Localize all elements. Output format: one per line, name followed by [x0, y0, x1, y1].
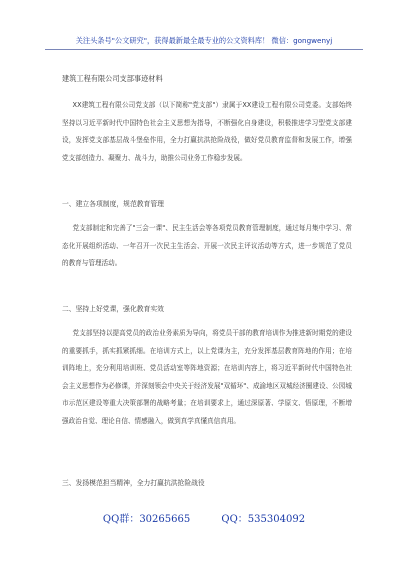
intro-paragraph: XX建筑工程有限公司党支部（以下简称"党支部"）隶属于XX建设工程有限公司党委。支部始终坚持以习近平新时代中国特色社会主义思想为指导，不断强化自身建设，积极推进学习型党支部建设，发挥党支部基层战斗堡垒作用，全力打赢抗洪抢险战役，做好党员教育监督和发展工作，增强党支部创造力、凝聚力、战斗力，助推公司业务工作稳步发展。 — [62, 101, 352, 162]
section-heading-3: 三、发扬模范担当精神，全力打赢抗洪抢险战役 — [62, 479, 205, 487]
section-heading-2: 二、坚持上好党课，强化教育实效 — [62, 305, 164, 313]
section-2-paragraph: 党支部坚持以提高党员的政治业务素质为导向，将党员干部的教育培训作为推进新时期党的建设的重要抓手，抓实抓紧抓细。在培训方式上，以上党课为主，充分发挥基层教育阵地的作用；在培训阵地上，充分利用培训班、党员活动室等阵地资源；在培训内容上，将习近平新时代中国特色社会主义思想作为必修课，并深刻领会中央关于经济发展"双循环"、成渝地区双城经济圈建设、公园城市示范区建设等重大决策部署的战略考量；在培训要求上，通过深原著、学原文、悟原理，不断增强政治自觉、理论自信、情感融入，做到真学真懂真信真用。 — [62, 329, 352, 425]
section-1-paragraph: 党支部制定和完善了"三会一课"、民主生活会等各项党员教育管理制度，通过每月集中学习、常态化开展组织活动、一年召开一次民主生活会、开展一次民主评议活动等方式，进一步规范了党员的教育与管理活动。 — [62, 224, 352, 267]
section-heading-1: 一、建立各项制度，规范教育管理 — [62, 200, 164, 208]
footer-contact — [0, 510, 408, 525]
qq-number-text: QQ：535304092 — [221, 514, 306, 525]
header-banner: 关注头条号"公文研究"，获得最新最全最专业的公文资料库！ 微信：gongwenyj — [75, 36, 333, 45]
qq-group-text: QQ群：30265665 — [102, 514, 191, 525]
document-title: 建筑工程有限公司支部事迹材料 — [62, 74, 163, 83]
header-divider — [45, 49, 363, 50]
